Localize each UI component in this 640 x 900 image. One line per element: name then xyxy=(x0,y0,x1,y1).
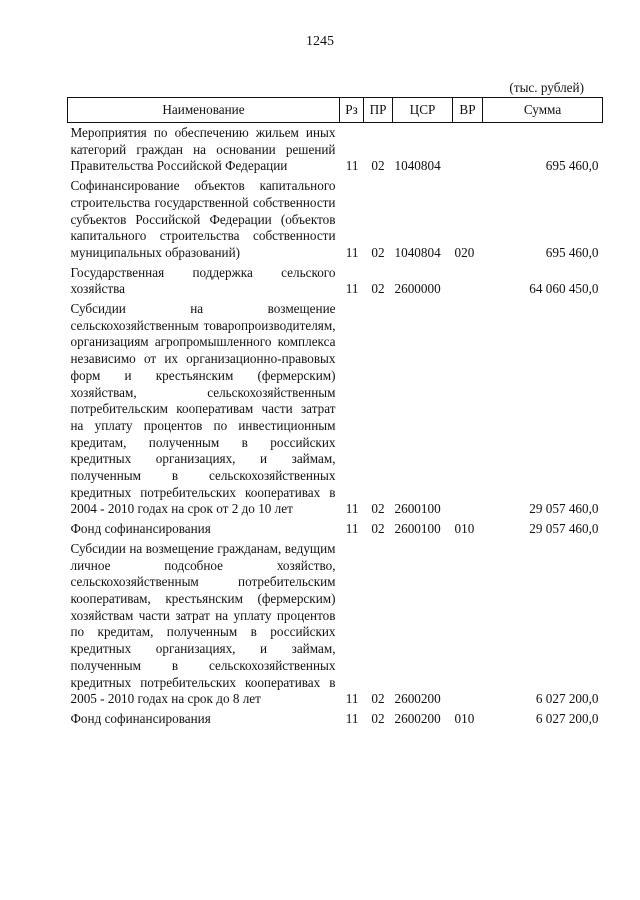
row-sum: 695 460,0 xyxy=(545,158,599,174)
row-name: Субсидии на возмещение сельскохозяйственным товаропроизводителям, организациям агропромышленного комплекса независимо от их организационно-правовых форм и крестьянским (фермерским) хозяйствам, сельскохозяйственным потребительским кооперативам части затрат на уплату процентов по инвестиционным кредитам, полученным в российских кредитных организациях, и займам, полученным в сельскохозяйственных кредитных потребительских кооперативах в 2004 - 2010 годах на срок от 2 до 10 лет xyxy=(70,301,336,517)
row-rz: 11 xyxy=(345,710,359,726)
row-name: Софинансирование объектов капитального строительства государственной собственности субъектов Российской Федерации (объектов капитального строительства собственности муниципальных образований) xyxy=(70,178,336,260)
row-pr: 02 xyxy=(371,158,385,174)
row-vr xyxy=(453,299,483,519)
row-vr xyxy=(453,263,483,299)
row-pr: 02 xyxy=(371,691,385,707)
table-row xyxy=(68,176,603,263)
row-rz: 11 xyxy=(345,691,359,707)
table-header-row xyxy=(68,98,603,123)
row-csr: 1040804 xyxy=(394,158,441,174)
row-rz: 11 xyxy=(345,158,359,174)
row-pr: 02 xyxy=(371,244,385,260)
header-name: Наименование xyxy=(68,98,340,123)
row-vr: 010 xyxy=(454,521,475,537)
row-pr: 02 xyxy=(371,501,385,517)
table-row xyxy=(68,519,603,539)
row-sum: 6 027 200,0 xyxy=(535,691,599,707)
table-row xyxy=(68,299,603,519)
row-name: Фонд софинансирования xyxy=(70,521,211,537)
row-vr: 020 xyxy=(454,244,475,260)
header-pr: ПР xyxy=(364,98,393,123)
table-row xyxy=(68,263,603,299)
header-vr: ВР xyxy=(453,98,483,123)
row-pr: 02 xyxy=(371,281,385,297)
row-sum: 695 460,0 xyxy=(545,244,599,260)
row-csr: 2600000 xyxy=(394,281,441,297)
row-csr: 2600200 xyxy=(394,691,441,707)
header-csr: ЦСР xyxy=(393,98,453,123)
row-name: Фонд софинансирования xyxy=(70,710,211,726)
row-sum: 29 057 460,0 xyxy=(529,521,599,537)
row-vr: 010 xyxy=(454,710,475,726)
row-sum: 29 057 460,0 xyxy=(529,501,599,517)
row-name: Субсидии на возмещение гражданам, ведущим личное подсобное хозяйство, сельскохозяйственным потребительским кооперативам, крестьянским (фермерским) хозяйствам части затрат на уплату процентов по кредитам, полученным в российских кредитных организациях, и займам, полученным в сельскохозяйственных кредитных потребительских кооперативах в 2005 - 2010 годах на срок до 8 лет xyxy=(70,540,336,707)
row-csr: 2600200 xyxy=(394,710,441,726)
row-csr: 1040804 xyxy=(394,244,441,260)
row-rz: 11 xyxy=(345,244,359,260)
units-note: (тыс. рублей) xyxy=(509,80,584,95)
row-sum: 6 027 200,0 xyxy=(535,710,599,726)
row-rz: 11 xyxy=(345,501,359,517)
row-rz: 11 xyxy=(345,521,359,537)
row-name: Мероприятия по обеспечению жильем иных категорий граждан на основании решений Правительства Российской Федерации xyxy=(70,125,336,174)
row-sum: 64 060 450,0 xyxy=(529,281,599,297)
row-name: Государственная поддержка сельского хозяйства xyxy=(70,264,336,297)
budget-table xyxy=(67,97,603,729)
table-row xyxy=(68,123,603,177)
table-row xyxy=(68,539,603,709)
row-pr: 02 xyxy=(371,710,385,726)
header-rz: Рз xyxy=(340,98,364,123)
row-csr: 2600100 xyxy=(394,521,441,537)
row-vr xyxy=(453,539,483,709)
row-csr: 2600100 xyxy=(394,501,441,517)
row-rz: 11 xyxy=(345,281,359,297)
page-number: 1245 xyxy=(306,34,334,49)
row-vr xyxy=(453,123,483,177)
table-row xyxy=(68,709,603,729)
header-sum: Сумма xyxy=(483,98,603,123)
row-pr: 02 xyxy=(371,521,385,537)
